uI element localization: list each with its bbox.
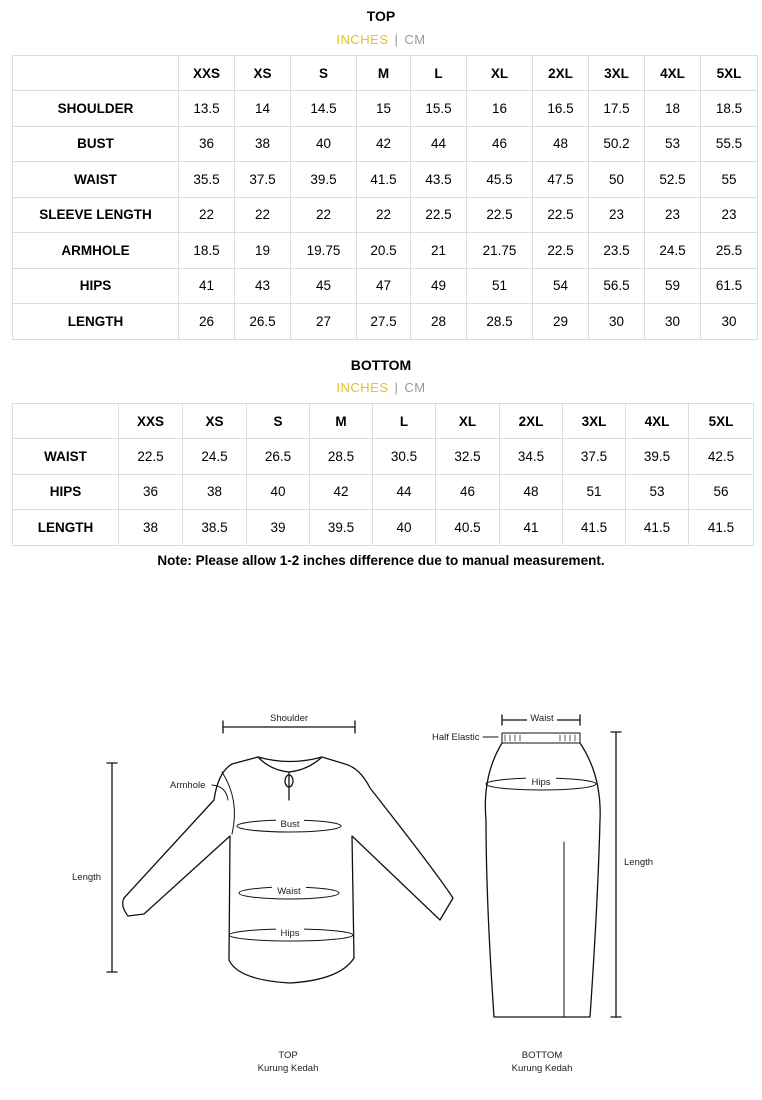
bottom-row-label: HIPS <box>13 474 119 510</box>
top-measurement-cell: 50.2 <box>589 126 645 162</box>
top-measurement-cell: 35.5 <box>179 162 235 198</box>
bottom-measurement-cell: 38 <box>183 474 247 510</box>
bottom-size-header: S <box>247 404 310 439</box>
top-measurement-cell: 53 <box>645 126 701 162</box>
top-label-bust: Bust <box>280 819 300 830</box>
top-measurement-cell: 47 <box>357 268 411 304</box>
bottom-measurement-cell: 51 <box>563 474 626 510</box>
top-size-table <box>12 55 758 340</box>
top-measurement-cell: 15.5 <box>411 91 467 127</box>
top-measurement-cell: 18.5 <box>179 233 235 269</box>
top-measurement-cell: 26 <box>179 304 235 340</box>
top-measurement-cell: 21 <box>411 233 467 269</box>
bottom-measurement-cell: 42.5 <box>689 439 754 475</box>
top-size-header: 2XL <box>533 56 589 91</box>
top-row-label: HIPS <box>13 268 179 304</box>
top-measurement-cell: 18.5 <box>701 91 758 127</box>
top-row-label: SHOULDER <box>13 91 179 127</box>
bottom-size-header: 3XL <box>563 404 626 439</box>
bottom-size-header: 5XL <box>689 404 754 439</box>
bottom-measurement-cell: 37.5 <box>563 439 626 475</box>
top-measurement-cell: 54 <box>533 268 589 304</box>
top-measurement-cell: 21.75 <box>467 233 533 269</box>
top-table-row <box>13 197 758 233</box>
top-table-row <box>13 268 758 304</box>
top-measurement-cell: 22 <box>235 197 291 233</box>
top-measurement-cell: 14 <box>235 91 291 127</box>
top-measurement-cell: 22 <box>291 197 357 233</box>
bottom-measurement-cell: 22.5 <box>119 439 183 475</box>
bottom-measurement-cell: 39.5 <box>310 510 373 546</box>
top-measurement-cell: 37.5 <box>235 162 291 198</box>
top-measurement-cell: 26.5 <box>235 304 291 340</box>
bottom-measurement-cell: 30.5 <box>373 439 436 475</box>
top-measurement-cell: 22 <box>357 197 411 233</box>
top-measurement-cell: 52.5 <box>645 162 701 198</box>
top-unit-toggle <box>0 32 762 47</box>
bottom-measurement-cell: 48 <box>500 474 563 510</box>
top-caption-name: Kurung Kedah <box>257 1063 319 1074</box>
top-measurement-cell: 13.5 <box>179 91 235 127</box>
top-label-shoulder: Shoulder <box>269 713 309 724</box>
bottom-measurement-cell: 24.5 <box>183 439 247 475</box>
bottom-label-length: Length <box>624 857 654 868</box>
bottom-size-header: XXS <box>119 404 183 439</box>
top-measurement-cell: 23 <box>645 197 701 233</box>
top-measurement-cell: 22.5 <box>411 197 467 233</box>
top-size-header: XXS <box>179 56 235 91</box>
bottom-size-header: 2XL <box>500 404 563 439</box>
top-measurement-cell: 50 <box>589 162 645 198</box>
top-size-header: M <box>357 56 411 91</box>
top-measurement-cell: 43.5 <box>411 162 467 198</box>
top-measurement-cell: 29 <box>533 304 589 340</box>
bottom-measurement-cell: 46 <box>436 474 500 510</box>
bottom-measurement-cell: 41 <box>500 510 563 546</box>
bottom-row-label: WAIST <box>13 439 119 475</box>
top-row-label: WAIST <box>13 162 179 198</box>
top-measurement-cell: 55.5 <box>701 126 758 162</box>
top-measurement-cell: 38 <box>235 126 291 162</box>
bottom-measurement-cell: 26.5 <box>247 439 310 475</box>
top-label-hips: Hips <box>280 928 300 939</box>
top-size-header: XL <box>467 56 533 91</box>
top-table-row <box>13 91 758 127</box>
top-label-waist: Waist <box>277 886 301 897</box>
top-measurement-cell: 22.5 <box>533 233 589 269</box>
bottom-measurement-cell: 41.5 <box>563 510 626 546</box>
top-row-label: BUST <box>13 126 179 162</box>
top-measurement-cell: 23 <box>589 197 645 233</box>
top-measurement-cell: 45.5 <box>467 162 533 198</box>
bottom-garment-illustration <box>485 733 600 1017</box>
top-measurement-cell: 27.5 <box>357 304 411 340</box>
top-measurement-cell: 56.5 <box>589 268 645 304</box>
top-measurement-cell: 42 <box>357 126 411 162</box>
top-table-row <box>13 304 758 340</box>
top-size-header: XS <box>235 56 291 91</box>
size-diagram <box>0 690 762 1090</box>
bottom-size-header: M <box>310 404 373 439</box>
top-measurement-cell: 61.5 <box>701 268 758 304</box>
bottom-measurement-cell: 28.5 <box>310 439 373 475</box>
bottom-measurement-cell: 41.5 <box>626 510 689 546</box>
bottom-measurement-cell: 44 <box>373 474 436 510</box>
bottom-size-header: L <box>373 404 436 439</box>
top-size-header: L <box>411 56 467 91</box>
bottom-unit-toggle <box>0 380 762 395</box>
top-size-header: S <box>291 56 357 91</box>
top-measurement-cell: 55 <box>701 162 758 198</box>
top-size-header: 5XL <box>701 56 758 91</box>
top-measurement-cell: 44 <box>411 126 467 162</box>
bottom-label-half-elastic: Half Elastic <box>432 732 480 743</box>
top-measurement-cell: 43 <box>235 268 291 304</box>
top-unit-inches[interactable]: INCHES <box>336 32 389 47</box>
top-measurement-cell: 22.5 <box>533 197 589 233</box>
bottom-unit-inches[interactable]: INCHES <box>336 380 389 395</box>
bottom-table-title: BOTTOM <box>350 357 412 373</box>
top-label-armhole: Armhole <box>170 780 206 791</box>
top-measurement-cell: 19 <box>235 233 291 269</box>
top-measurement-cell: 24.5 <box>645 233 701 269</box>
top-measurement-cell: 59 <box>645 268 701 304</box>
top-measurement-cell: 17.5 <box>589 91 645 127</box>
top-row-label: ARMHOLE <box>13 233 179 269</box>
bottom-unit-cm[interactable]: CM <box>404 380 426 395</box>
top-measurement-cell: 22 <box>179 197 235 233</box>
bottom-unit-separator: | <box>394 380 399 395</box>
bottom-measurement-cell: 34.5 <box>500 439 563 475</box>
bottom-label-waist: Waist <box>530 713 554 724</box>
bottom-table-row <box>13 474 754 510</box>
top-measurement-cell: 19.75 <box>291 233 357 269</box>
bottom-size-header: XS <box>183 404 247 439</box>
top-row-label: SLEEVE LENGTH <box>13 197 179 233</box>
bottom-measurement-cell: 40 <box>247 474 310 510</box>
top-measurement-cell: 18 <box>645 91 701 127</box>
top-measurement-cell: 20.5 <box>357 233 411 269</box>
top-label-length: Length <box>72 872 102 883</box>
bottom-measurement-cell: 40 <box>373 510 436 546</box>
top-measurement-cell: 40 <box>291 126 357 162</box>
top-measurement-cell: 23.5 <box>589 233 645 269</box>
top-measurement-cell: 39.5 <box>291 162 357 198</box>
top-unit-separator: | <box>394 32 399 47</box>
bottom-measurement-cell: 42 <box>310 474 373 510</box>
top-measurement-cell: 14.5 <box>291 91 357 127</box>
bottom-measurement-cell: 56 <box>689 474 754 510</box>
bottom-table-row <box>13 510 754 546</box>
bottom-length-measure <box>611 732 621 1017</box>
top-caption-type: TOP <box>278 1050 298 1061</box>
bottom-measurement-cell: 53 <box>626 474 689 510</box>
top-measurement-cell: 41.5 <box>357 162 411 198</box>
top-measurement-cell: 27 <box>291 304 357 340</box>
top-measurement-cell: 16.5 <box>533 91 589 127</box>
top-size-header: 4XL <box>645 56 701 91</box>
bottom-header-corner <box>13 404 119 439</box>
top-table-title: TOP <box>366 8 396 24</box>
top-table-row <box>13 162 758 198</box>
bottom-measurement-cell: 41.5 <box>689 510 754 546</box>
bottom-caption-type: BOTTOM <box>521 1050 563 1061</box>
top-measurement-cell: 30 <box>645 304 701 340</box>
top-measurement-cell: 30 <box>589 304 645 340</box>
top-row-label: LENGTH <box>13 304 179 340</box>
bottom-row-label: LENGTH <box>13 510 119 546</box>
top-measurement-cell: 36 <box>179 126 235 162</box>
bottom-label-hips: Hips <box>531 777 551 788</box>
bottom-measurement-cell: 40.5 <box>436 510 500 546</box>
top-table-row <box>13 126 758 162</box>
bottom-measurement-cell: 38 <box>119 510 183 546</box>
top-measurement-cell: 15 <box>357 91 411 127</box>
bottom-size-header: 4XL <box>626 404 689 439</box>
top-measurement-cell: 48 <box>533 126 589 162</box>
top-measurement-cell: 16 <box>467 91 533 127</box>
top-measurement-cell: 45 <box>291 268 357 304</box>
top-size-header: 3XL <box>589 56 645 91</box>
bottom-measurement-cell: 38.5 <box>183 510 247 546</box>
bottom-size-table <box>12 403 754 546</box>
top-header-corner <box>13 56 179 91</box>
bottom-measurement-cell: 39.5 <box>626 439 689 475</box>
top-length-measure <box>107 763 117 972</box>
top-measurement-cell: 46 <box>467 126 533 162</box>
bottom-measurement-cell: 36 <box>119 474 183 510</box>
bottom-measurement-cell: 39 <box>247 510 310 546</box>
top-unit-cm[interactable]: CM <box>404 32 426 47</box>
top-measurement-cell: 22.5 <box>467 197 533 233</box>
top-measurement-cell: 47.5 <box>533 162 589 198</box>
measurement-note: Note: Please allow 1-2 inches difference due to manual measurement. <box>157 553 605 568</box>
bottom-table-row <box>13 439 754 475</box>
top-measurement-cell: 49 <box>411 268 467 304</box>
top-measurement-cell: 30 <box>701 304 758 340</box>
top-measurement-cell: 28.5 <box>467 304 533 340</box>
top-measurement-cell: 28 <box>411 304 467 340</box>
top-measurement-cell: 23 <box>701 197 758 233</box>
top-table-row <box>13 233 758 269</box>
top-measurement-cell: 41 <box>179 268 235 304</box>
top-measurement-cell: 25.5 <box>701 233 758 269</box>
top-measurement-cell: 51 <box>467 268 533 304</box>
bottom-caption-name: Kurung Kedah <box>511 1063 573 1074</box>
bottom-size-header: XL <box>436 404 500 439</box>
bottom-measurement-cell: 32.5 <box>436 439 500 475</box>
